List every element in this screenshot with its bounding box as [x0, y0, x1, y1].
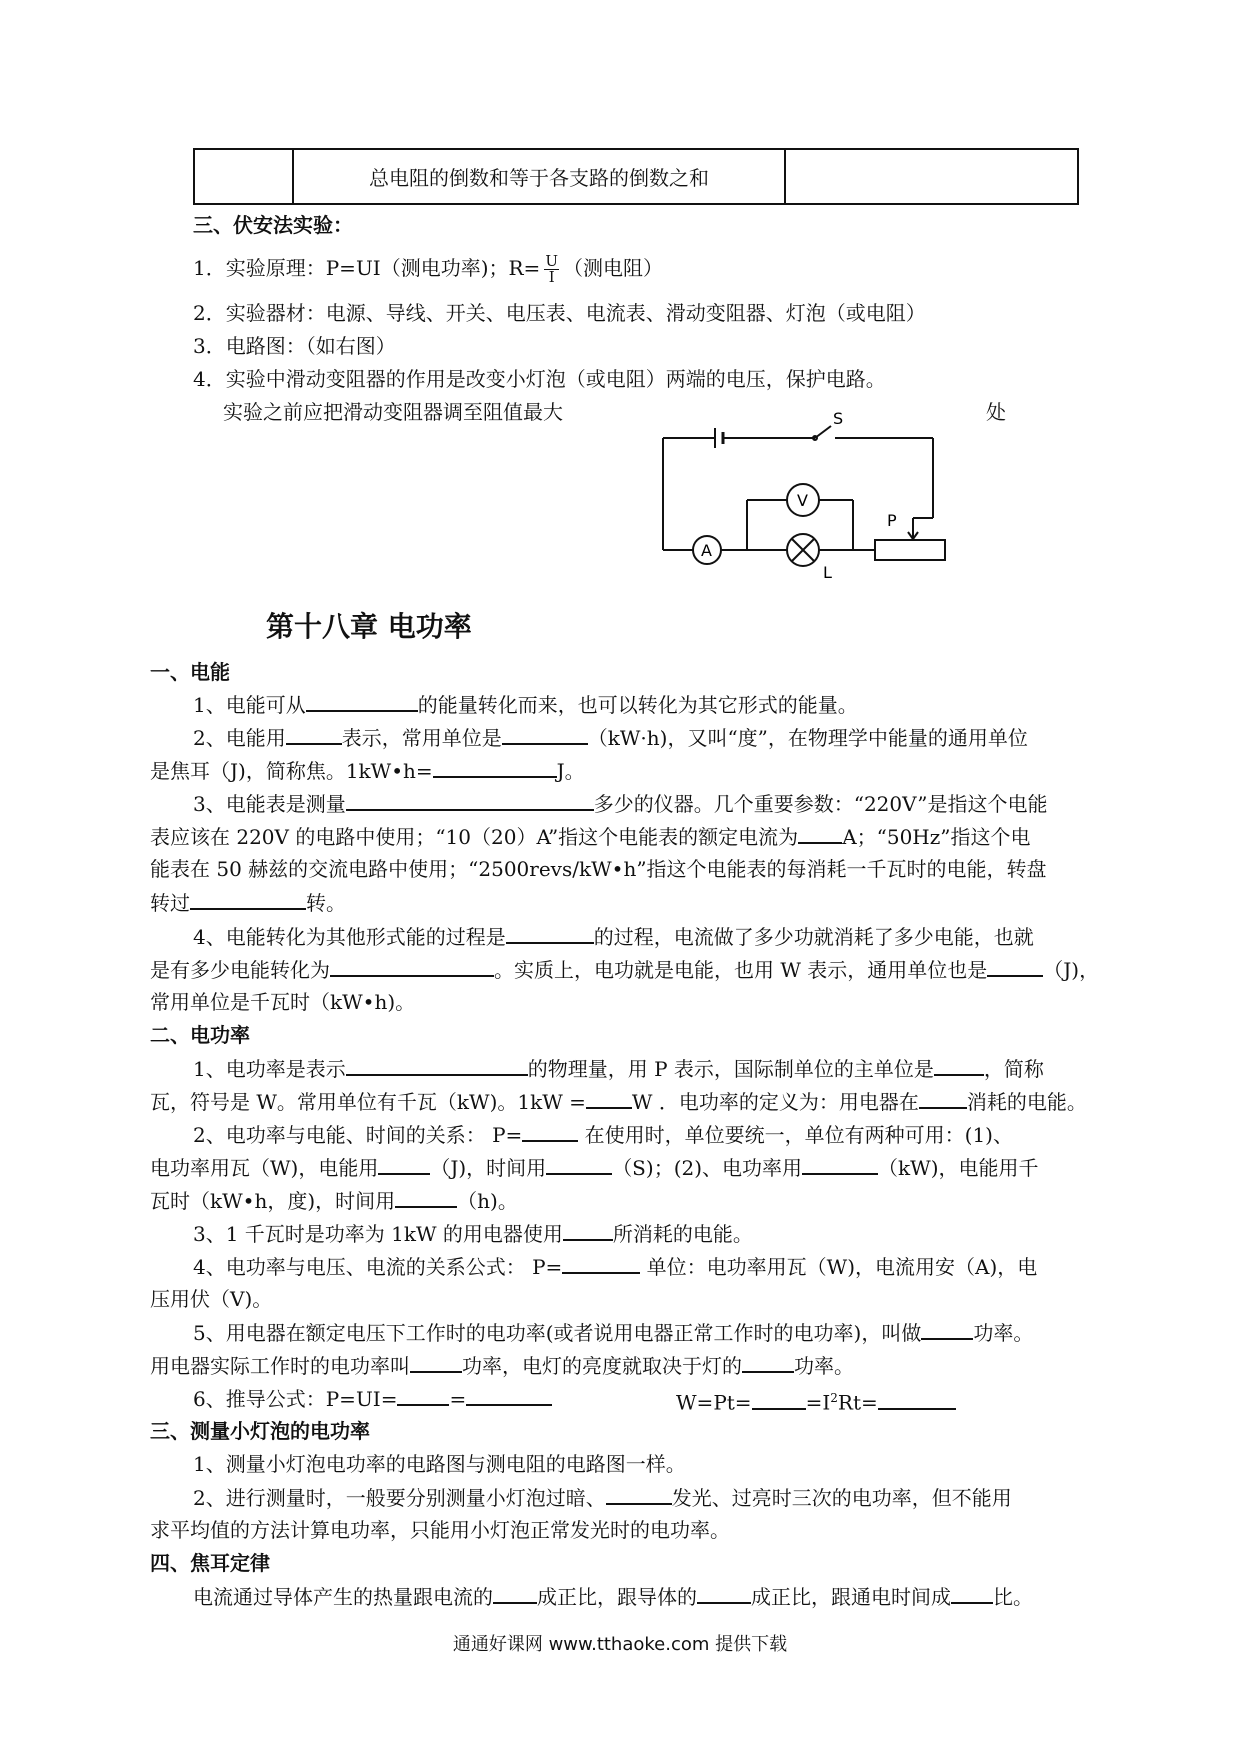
paragraph	[193, 1582, 1033, 1611]
fill-blank[interactable]	[798, 822, 842, 844]
paragraph	[193, 1318, 1033, 1347]
fill-blank[interactable]	[286, 723, 342, 745]
text: 消耗的电能。	[966, 1090, 1087, 1114]
fill-blank[interactable]	[506, 922, 594, 944]
ammeter-label: A	[701, 541, 712, 560]
section-heading: 一、电能	[150, 660, 230, 684]
text: 的能量转化而来，也可以转化为其它形式的能量。	[417, 693, 858, 717]
text: 所消耗的电能。	[612, 1222, 753, 1246]
fill-blank[interactable]	[563, 1219, 613, 1241]
numerator: U	[545, 252, 558, 270]
text: 1、电功率是表示	[193, 1057, 346, 1081]
switch-label: S	[833, 410, 844, 428]
denominator: I	[548, 268, 555, 286]
paragraph	[150, 955, 1099, 984]
text: W=Pt=	[676, 1390, 752, 1415]
fill-blank[interactable]	[562, 1252, 640, 1274]
text: 成正比，跟导体的	[537, 1585, 697, 1609]
paragraph	[150, 1351, 854, 1380]
text: 2、电功率与电能、时间的关系： P=	[193, 1123, 523, 1147]
superscript: 2	[830, 1391, 838, 1405]
text: A；“50Hz”指这个电	[842, 825, 1031, 849]
text: 电功率用瓦（W)，电能用	[150, 1156, 379, 1180]
paragraph	[193, 1120, 1013, 1149]
text: （h)。	[457, 1189, 518, 1213]
lamp-label: L	[823, 563, 832, 582]
text: 4、电功率与电压、电流的关系公式： P=	[193, 1255, 563, 1279]
text: 表应该在 220V 的电路中使用；“10（20）A”指这个电能表的额定电流为	[150, 825, 799, 849]
text: 转。	[306, 891, 346, 915]
text: 2、电能用	[193, 726, 286, 750]
text: 是焦耳（J)，简称焦。1kW•h=	[150, 759, 433, 783]
text: 电流通过导体产生的热量跟电流的	[193, 1585, 493, 1609]
text: 表示，常用单位是	[341, 726, 502, 750]
fill-blank[interactable]	[987, 955, 1043, 977]
text: =I	[805, 1390, 831, 1415]
fill-blank[interactable]	[951, 1582, 993, 1604]
chapter-title: 第十八章 电功率	[266, 610, 472, 643]
text: ，简称	[983, 1057, 1044, 1081]
section-heading: 二、电功率	[150, 1023, 250, 1047]
fill-blank[interactable]	[878, 1388, 956, 1410]
paragraph: 实验之前应把滑动变阻器调至阻值最大	[223, 400, 563, 424]
fill-blank[interactable]	[921, 1318, 973, 1340]
paragraph: 4．实验中滑动变阻器的作用是改变小灯泡（或电阻）两端的电压，保护电路。	[193, 367, 886, 391]
table-cell	[194, 149, 293, 204]
fill-blank[interactable]	[378, 1153, 430, 1175]
text: 的物理量，用 P 表示，国际制单位的主单位是	[527, 1057, 934, 1081]
text: （kW·h)，又叫“度”，在物理学中能量的通用单位	[587, 726, 1028, 750]
text: J。	[556, 759, 585, 783]
text: 3、电能表是测量	[193, 792, 346, 816]
paragraph: 处	[986, 400, 1006, 424]
voltmeter-label: V	[797, 491, 808, 510]
paragraph: 求平均值的方法计算电功率，只能用小灯泡正常发光时的电功率。	[150, 1518, 730, 1542]
text: 在使用时，单位要统一，单位有两种可用：(1)、	[578, 1123, 1013, 1147]
fill-blank[interactable]	[919, 1087, 967, 1109]
fill-blank[interactable]	[606, 1483, 672, 1505]
fill-blank[interactable]	[752, 1388, 806, 1410]
paragraph	[193, 789, 1048, 818]
text: W ．电功率的定义为：用电器在	[631, 1090, 919, 1114]
table-cell	[785, 149, 1078, 204]
paragraph	[150, 888, 346, 917]
text: 单位：电功率用瓦（W)，电流用安（A)，电	[640, 1255, 1038, 1279]
section-heading: 四、焦耳定律	[150, 1551, 270, 1575]
fill-blank[interactable]	[697, 1582, 751, 1604]
text: （S)；(2)、电功率用	[612, 1156, 803, 1180]
paragraph	[193, 1219, 753, 1248]
paragraph: 常用单位是千瓦时（kW•h)。	[150, 990, 416, 1014]
fill-blank[interactable]	[395, 1186, 457, 1208]
fill-blank[interactable]	[934, 1054, 984, 1076]
text: 发光、过亮时三次的电功率，但不能用	[671, 1486, 1012, 1510]
text: Rt=	[837, 1390, 878, 1415]
text: 瓦，符号是 W。常用单位有千瓦（kW)。1kW =	[150, 1090, 586, 1114]
table-row	[194, 149, 1078, 204]
fill-blank[interactable]	[522, 1120, 578, 1142]
slider-label: P	[887, 511, 897, 530]
text: 转过	[150, 891, 190, 915]
fill-blank[interactable]	[546, 1153, 612, 1175]
text: 瓦时（kW•h，度)，时间用	[150, 1189, 396, 1213]
fill-blank[interactable]	[397, 1384, 449, 1406]
paragraph: 3．电路图：（如右图）	[193, 334, 396, 358]
text: 多少的仪器。几个重要参数：“220V”是指这个电能	[593, 792, 1048, 816]
text: 2、进行测量时，一般要分别测量小灯泡过暗、	[193, 1486, 606, 1510]
text: 比。	[993, 1585, 1033, 1609]
fill-blank[interactable]	[586, 1087, 632, 1109]
fill-blank[interactable]	[742, 1351, 794, 1373]
fill-blank[interactable]	[802, 1153, 878, 1175]
text: 是有多少电能转化为	[150, 958, 330, 982]
page-footer: 通通好课网 www.tthaoke.com 提供下载	[452, 1634, 788, 1655]
text: （J)，时间用	[430, 1156, 547, 1180]
text: （kW)，电能用千	[878, 1156, 1039, 1180]
text: 用电器实际工作时的电功率叫	[150, 1354, 410, 1378]
fraction	[544, 254, 559, 285]
fill-blank[interactable]	[410, 1351, 462, 1373]
text: 成正比，跟通电时间成	[751, 1585, 951, 1609]
fill-blank[interactable]	[502, 723, 588, 745]
text: 1、电能可从	[193, 693, 306, 717]
section-heading: 三、伏安法实验：	[193, 213, 353, 237]
section-heading: 三、测量小灯泡的电功率	[150, 1419, 370, 1443]
text: 的过程，电流做了多少功就消耗了多少电能，也就	[593, 925, 1034, 949]
paragraph: 1、测量小灯泡电功率的电路图与测电阻的电路图一样。	[193, 1452, 686, 1476]
fill-blank[interactable]	[346, 1054, 528, 1076]
paragraph: 能表在 50 赫兹的交流电路中使用；“2500revs/kW•h”指这个电能表的每消耗一千瓦时的电能，转盘	[150, 857, 1047, 881]
summary-table	[193, 148, 1079, 205]
fill-blank[interactable]	[493, 1582, 537, 1604]
fill-blank[interactable]	[330, 955, 494, 977]
text: =	[449, 1387, 467, 1411]
text: 功率，电灯的亮度就取决于灯的	[462, 1354, 742, 1378]
paragraph	[193, 922, 1034, 951]
paragraph: 压用伏（V)。	[150, 1287, 273, 1311]
text: （J)，	[1043, 958, 1100, 982]
fill-blank[interactable]	[433, 756, 557, 778]
paragraph	[193, 690, 858, 719]
paragraph: 2．实验器材：电源、导线、开关、电压表、电流表、滑动变阻器、灯泡（或电阻）	[193, 301, 926, 325]
paragraph	[150, 756, 585, 785]
fill-blank[interactable]	[346, 789, 594, 811]
paragraph	[676, 1384, 956, 1417]
text: 1．实验原理：P=UI（测电功率)；R=	[193, 256, 541, 280]
paragraph	[193, 1252, 1037, 1281]
paragraph	[193, 723, 1028, 752]
fill-blank[interactable]	[190, 888, 306, 910]
text: 3、1 千瓦时是功率为 1kW 的用电器使用	[193, 1222, 563, 1246]
paragraph	[193, 1483, 1012, 1512]
text: 4、电能转化为其他形式能的过程是	[193, 925, 506, 949]
fill-blank[interactable]	[306, 690, 418, 712]
paragraph	[193, 1054, 1044, 1083]
text: 。实质上，电功就是电能，也用 W 表示，通用单位也是	[494, 958, 988, 982]
paragraph	[193, 254, 663, 285]
paragraph	[193, 1384, 552, 1413]
paragraph	[150, 1087, 1087, 1116]
text: 5、用电器在额定电压下工作时的电功率(或者说用电器正常工作时的电功率)，叫做	[193, 1321, 922, 1345]
fill-blank[interactable]	[466, 1384, 552, 1406]
text: （测电阻）	[562, 256, 663, 280]
paragraph	[150, 1153, 1039, 1182]
paragraph	[150, 822, 1031, 851]
text: 功率。	[973, 1321, 1034, 1345]
paragraph	[150, 1186, 518, 1215]
circuit-diagram	[655, 410, 955, 590]
text: 6、推导公式：P=UI=	[193, 1387, 398, 1411]
text: 功率。	[794, 1354, 854, 1378]
table-cell: 总电阻的倒数和等于各支路的倒数之和	[293, 149, 785, 204]
